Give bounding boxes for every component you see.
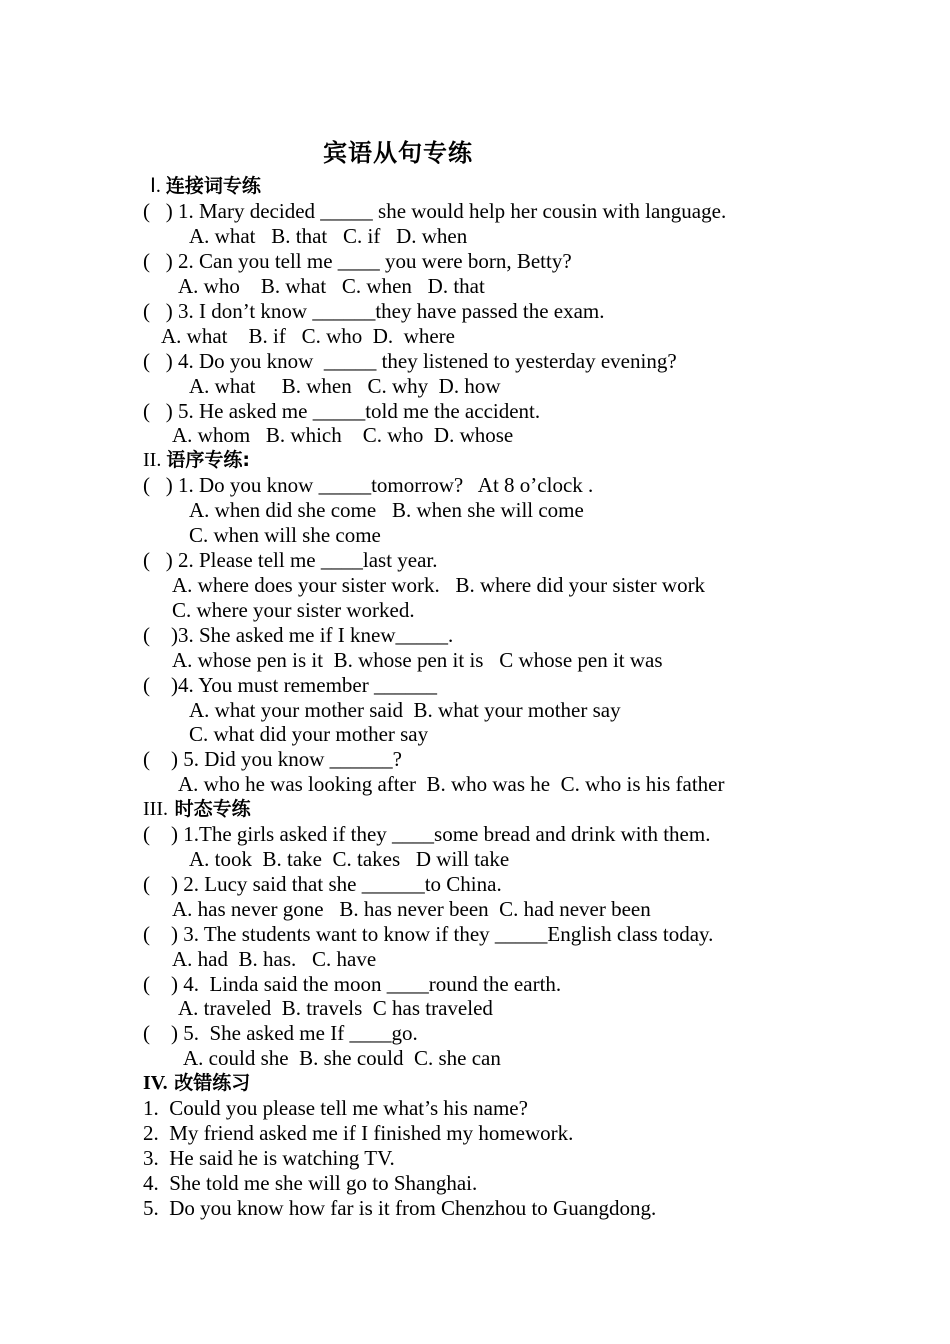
question-line: ( ) 5. Did you know ______? [143, 747, 402, 771]
option-line: A. when did she come B. when she will come [189, 498, 584, 522]
option-line: A. where does your sister work. B. where did your sister work [172, 573, 706, 597]
option-line: C. when will she come [189, 523, 381, 547]
option-line: A. has never gone B. has never been C. had never been [172, 897, 651, 921]
option-line: A. traveled B. travels C has traveled [178, 996, 493, 1020]
question-line: ( ) 1. Do you know _____tomorrow? At 8 o’clock . [143, 473, 594, 497]
question-line: ( ) 2. Lucy said that she ______to China. [143, 872, 502, 896]
option-line: C. where your sister worked. [172, 598, 415, 622]
section-label: 连接词专练 [165, 175, 261, 197]
section-heading-2 [143, 448, 250, 472]
section-heading-3 [143, 797, 251, 821]
section-label: 时态专练 [167, 798, 251, 820]
option-line: A. who B. what C. when D. that [178, 274, 485, 298]
option-line: C. what did your mother say [189, 722, 429, 746]
correction-item: 5. Do you know how far is it from Chenzhou to Guangdong. [143, 1196, 657, 1220]
option-line: A. whom B. which C. who D. whose [172, 423, 514, 447]
question-line: ( ) 2. Can you tell me ____ you were born, Betty? [143, 249, 572, 273]
correction-item: 4. She told me she will go to Shanghai. [143, 1171, 478, 1195]
page-title: 宾语从句专练 [323, 139, 473, 167]
question-line: ( ) 5. She asked me If ____go. [143, 1021, 418, 1045]
question-line: ( ) 2. Please tell me ____last year. [143, 548, 438, 572]
correction-item: 2. My friend asked me if I finished my homework. [143, 1121, 574, 1145]
question-line: ( ) 5. He asked me _____told me the accident. [143, 399, 541, 423]
section-heading-4 [143, 1071, 250, 1095]
option-line: A. had B. has. C. have [172, 947, 377, 971]
option-line: A. what your mother said B. what your mother say [189, 698, 621, 722]
option-line: A. took B. take C. takes D will take [189, 847, 510, 871]
question-line: ( ) 4. Do you know _____ they listened to yesterday evening? [143, 349, 677, 373]
option-line: A. what B. if C. who D. where [161, 324, 455, 348]
question-line: ( )4. You must remember ______ [143, 673, 437, 697]
section-numeral: II. [143, 449, 167, 471]
question-line: ( )3. She asked me if I knew_____. [143, 623, 454, 647]
correction-item: 3. He said he is watching TV. [143, 1146, 395, 1170]
section-numeral: III. [143, 798, 168, 820]
section-numeral: Ⅰ. [150, 175, 166, 197]
section-heading-1 [150, 174, 261, 198]
option-line: A. what B. that C. if D. when [189, 224, 468, 248]
question-line: ( ) 1. Mary decided _____ she would help her cousin with language. [143, 199, 727, 223]
question-line: ( ) 3. I don’t know ______they have passed the exam. [143, 299, 605, 323]
section-label: 改错练习 [167, 1072, 251, 1094]
option-line: A. what B. when C. why D. how [189, 374, 501, 398]
section-numeral: IV. [143, 1072, 168, 1094]
option-line: A. who he was looking after B. who was he C. who is his father [178, 772, 725, 796]
section-label: 语序专练: [166, 449, 250, 471]
option-line: A. whose pen is it B. whose pen it is C whose pen it was [172, 648, 663, 672]
question-line: ( ) 3. The students want to know if they _____English class today. [143, 922, 714, 946]
option-line: A. could she B. she could C. she can [183, 1046, 501, 1070]
correction-item: 1. Could you please tell me what’s his name? [143, 1096, 528, 1120]
question-line: ( ) 4. Linda said the moon ____round the earth. [143, 972, 562, 996]
question-line: ( ) 1.The girls asked if they ____some bread and drink with them. [143, 822, 711, 846]
